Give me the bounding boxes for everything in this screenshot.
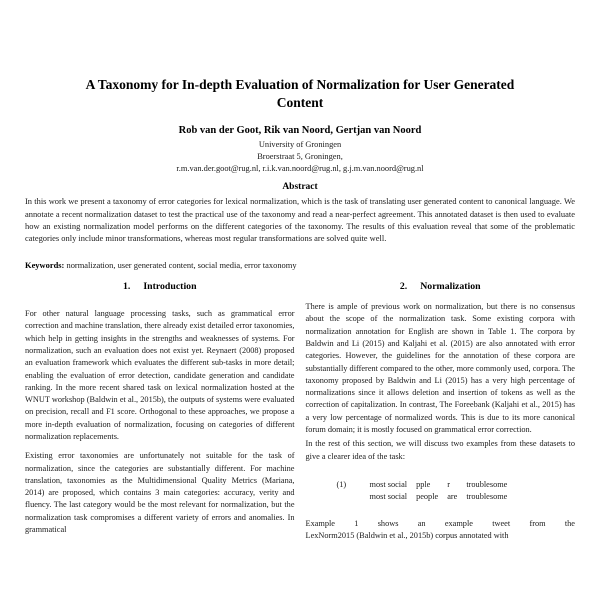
example-source-word: troublesome <box>466 479 508 489</box>
abstract-heading: Abstract <box>282 182 318 193</box>
author-line: Rob van der Goot, Rik van Noord, Gertjan van Noord <box>178 125 422 136</box>
keywords-line <box>25 259 575 271</box>
right-column <box>306 281 576 543</box>
section-1-number: 1. <box>122 281 131 293</box>
section-1-title: Introduction <box>143 281 197 293</box>
address: Broerstraat 5, Groningen, <box>257 151 343 161</box>
example-1 <box>337 479 576 504</box>
normalization-paragraph-3-line1: Example 1 shows an example tweet from the <box>305 519 575 529</box>
two-column-body <box>25 281 575 543</box>
example-target-word: troublesome <box>466 492 508 502</box>
intro-paragraph-2: Existing error taxonomies are unfortunately not suitable for the task of normalization, since the categories are substantially different. For machine translation, taxonomies as the Multidimensional Quality Metrics (Mariana, 2014) are proposed, which contains 3 main categories: accuracy, verity and fluency. The last category would be the most relevant for normalization, but the normalization task compromises a different variety of errors and anomalies. In grammatical <box>25 451 295 535</box>
example-source-word: pple <box>416 479 431 489</box>
intro-paragraph-1: For other natural language processing tasks, such as grammatical error correction and machine translation, there already exist detailed error taxonomies, which help in getting insights in the strengths and weaknesses of systems. For normalization, such an evaluation does not exist yet. Reynaert (2008) proposed an evaluation framework which evaluates the different sub-tasks in more detail; enabling the evaluation of error detection, candidate generation and candidate ranking. In the more recent shared task on lexical normalization hosted at the WNUT workshop (Baldwin et al., 2015b), the outputs of systems were evaluated on precision, recall and F1 score. Orthogonal to these approaches, we propose a more in-depth evaluation of normalization, focusing on categories of different normalization replacements. <box>25 309 295 441</box>
normalization-paragraph-3-line2: LexNorm2015 (Baldwin et al., 2015b) corpus annotated with <box>305 531 509 541</box>
abstract-text: In this work we present a taxonomy of error categories for lexical normalization, which is the task of translating user generated content to canonical language. We annotate a recent normalization dataset to test the practical use of the taxonomy and read a near-perfect agreement. This annotated dataset is then used to evaluate how an existing normalization model performs on the different categories of the taxonomy. The results of this evaluation reveal that some of the problematic categories only include minor transformations, whereas most regular transformations are solved quite well. <box>25 196 575 243</box>
affiliation: University of Groningen <box>258 140 342 149</box>
keywords-label: Keywords: <box>25 260 65 271</box>
example-target-word: are <box>447 492 458 502</box>
example-target-word: most social <box>369 492 408 502</box>
left-column <box>25 281 295 543</box>
example-1-label: (1) <box>336 479 347 489</box>
section-1-heading <box>25 281 295 292</box>
example-source-word: most social <box>369 479 408 489</box>
normalization-paragraph-1: There is ample of previous work on normalization, but there is no consensus about the scope of the normalization task. Some existing corpora with normalization annotation for English are shown in Table 1. The corpora by Baldwin and Li (2015) and Kaljahi et al. (2015) are also annotated with error categories. However, the guidelines for the annotation of these corpora are substantially different compared to the other, more commonly used, corpora. The taxonomy proposed by Baldwin and Li (2015) has a very high percentage of normalizations since it allows deletion and insertion of tokens as well as the correction of capitalization. In contrast, The Foreebank (Kaljahi et al., 2015) has a very low percentage of normalized words. This is due to its more canonical forum domain; it is mostly focused on grammatical error correction. <box>305 302 575 434</box>
section-2-title: Normalization <box>420 281 481 293</box>
example-source-word: r <box>447 479 450 489</box>
author-emails: r.m.van.der.goot@rug.nl, r.i.k.van.noord@rug.nl, g.j.m.van.noord@rug.nl <box>176 163 424 173</box>
section-2-number: 2. <box>399 281 408 293</box>
section-2-heading <box>306 281 576 292</box>
example-1-gloss <box>370 479 508 504</box>
example-target-word: people <box>416 492 439 502</box>
paper-title: A Taxonomy for In-depth Evaluation of Normalization for User Generated Content <box>85 77 515 110</box>
keywords-text: normalization, user generated content, social media, error taxonomy <box>64 260 297 271</box>
normalization-paragraph-2: In the rest of this section, we will discuss two examples from these datasets to give a clearer idea of the task: <box>305 439 575 461</box>
